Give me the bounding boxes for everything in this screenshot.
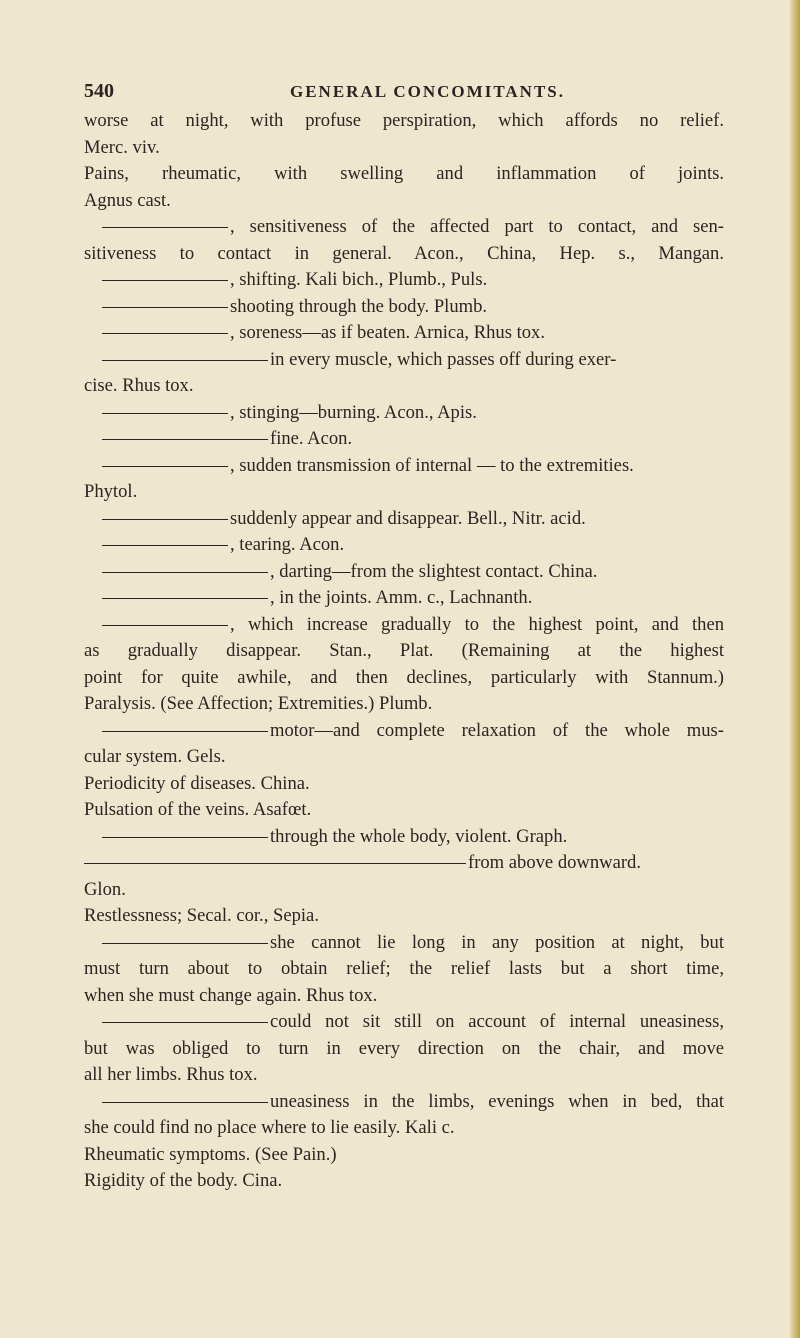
ditto-dash bbox=[102, 943, 268, 944]
text-line: Restlessness; Secal. cor., Sepia. bbox=[84, 905, 319, 926]
entry-line bbox=[84, 453, 724, 480]
ditto-dash bbox=[102, 545, 228, 546]
text-line: , sensitiveness of the affected part to contact, and sen- bbox=[230, 216, 724, 237]
text-line: Glon. bbox=[84, 878, 126, 900]
page-number: 540 bbox=[84, 80, 114, 102]
text-line: she cannot lie long in any position at night, but bbox=[270, 931, 724, 953]
text-line: in every muscle, which passes off during exer- bbox=[270, 348, 617, 370]
text-line: , sudden transmission of internal — to the extremities. bbox=[230, 454, 634, 476]
ditto-dash bbox=[102, 227, 228, 228]
ditto-dash bbox=[102, 280, 228, 281]
entry-line bbox=[84, 585, 724, 612]
ditto-dash bbox=[102, 1022, 268, 1023]
text-line: , darting—from the slightest contact. China. bbox=[270, 560, 598, 582]
text-line: , which increase gradually to the highest point, and then bbox=[230, 613, 724, 635]
entry-line bbox=[84, 347, 724, 374]
ditto-dash bbox=[102, 307, 228, 308]
page-body bbox=[84, 108, 724, 1195]
entry-line bbox=[84, 294, 724, 321]
text-line: worse at night, with profuse perspiration, which affords no relief. bbox=[84, 110, 724, 131]
entry-line bbox=[84, 1009, 724, 1036]
entry-line bbox=[84, 267, 724, 294]
ditto-dash bbox=[102, 466, 228, 467]
text-line: , shifting. Kali bich., Plumb., Puls. bbox=[230, 269, 488, 290]
text-line: Agnus cast. bbox=[84, 189, 171, 211]
entry-line bbox=[84, 930, 724, 957]
ditto-dash bbox=[102, 333, 228, 334]
entry-line bbox=[84, 506, 724, 533]
entry-line bbox=[84, 214, 724, 241]
text-line: point for quite awhile, and then declines, particularly with Stannum.) bbox=[84, 666, 724, 688]
text-line: , in the joints. Amm. c., Lachnanth. bbox=[270, 587, 533, 608]
page-edge bbox=[790, 0, 800, 1338]
text-line: as gradually disappear. Stan., Plat. (Remaining at the highest bbox=[84, 640, 724, 661]
page-header bbox=[84, 80, 748, 106]
ditto-dash bbox=[102, 598, 268, 599]
entry-line bbox=[84, 718, 724, 745]
text-line: fine. Acon. bbox=[270, 428, 353, 449]
text-line: cise. Rhus tox. bbox=[84, 375, 194, 396]
ditto-dash bbox=[102, 519, 228, 520]
entry-line bbox=[84, 426, 724, 453]
ditto-dash bbox=[102, 360, 268, 361]
text-line: Merc. viv. bbox=[84, 136, 160, 158]
text-line: suddenly appear and disappear. Bell., Nitr. acid. bbox=[230, 507, 586, 529]
text-line: must turn about to obtain relief; the relief lasts but a short time, bbox=[84, 958, 724, 979]
entry-line bbox=[84, 612, 724, 639]
text-line: Rigidity of the body. Cina. bbox=[84, 1170, 283, 1191]
entry-line bbox=[84, 824, 724, 851]
text-line: , soreness—as if beaten. Arnica, Rhus tox. bbox=[230, 322, 545, 343]
text-line: , stinging—burning. Acon., Apis. bbox=[230, 401, 477, 423]
text-line: uneasiness in the limbs, evenings when in bed, that bbox=[270, 1090, 724, 1112]
entry-line bbox=[84, 400, 724, 427]
text-line: could not sit still on account of internal uneasiness, bbox=[270, 1011, 724, 1032]
running-head: GENERAL CONCOMITANTS. bbox=[290, 82, 565, 101]
text-line: sitiveness to contact in general. Acon., China, Hep. s., Mangan. bbox=[84, 242, 724, 264]
text-line: Periodicity of diseases. China. bbox=[84, 772, 310, 794]
ditto-dash bbox=[102, 572, 268, 573]
text-line: Paralysis. (See Affection; Extremities.) Plumb. bbox=[84, 693, 433, 714]
ditto-dash bbox=[102, 439, 268, 440]
text-line: cular system. Gels. bbox=[84, 746, 226, 767]
text-line: all her limbs. Rhus tox. bbox=[84, 1064, 258, 1085]
text-line: Pains, rheumatic, with swelling and inflammation of joints. bbox=[84, 163, 724, 184]
entry-line bbox=[84, 320, 724, 347]
text-line: from above downward. bbox=[468, 852, 641, 873]
text-line: shooting through the body. Plumb. bbox=[230, 295, 488, 317]
text-line: through the whole body, violent. Graph. bbox=[270, 825, 568, 847]
ditto-dash bbox=[102, 413, 228, 414]
entry-line bbox=[84, 1089, 724, 1116]
text-line: Phytol. bbox=[84, 481, 138, 502]
ditto-dash bbox=[102, 1102, 268, 1103]
entry-line bbox=[84, 850, 724, 877]
ditto-dash bbox=[102, 837, 268, 838]
text-line: but was obliged to turn in every direction on the chair, and move bbox=[84, 1037, 724, 1059]
text-line: , tearing. Acon. bbox=[230, 534, 345, 555]
entry-line bbox=[84, 559, 724, 586]
text-line: Rheumatic symptoms. (See Pain.) bbox=[84, 1143, 337, 1165]
ditto-dash bbox=[102, 625, 228, 626]
text-line: motor—and complete relaxation of the whole mus- bbox=[270, 719, 724, 741]
text-line: when she must change again. Rhus tox. bbox=[84, 984, 378, 1006]
ditto-dash bbox=[84, 863, 466, 864]
entry-line bbox=[84, 532, 724, 559]
text-line: she could find no place where to lie easily. Kali c. bbox=[84, 1117, 455, 1138]
ditto-dash bbox=[102, 731, 268, 732]
text-line: Pulsation of the veins. Asafœt. bbox=[84, 799, 312, 820]
